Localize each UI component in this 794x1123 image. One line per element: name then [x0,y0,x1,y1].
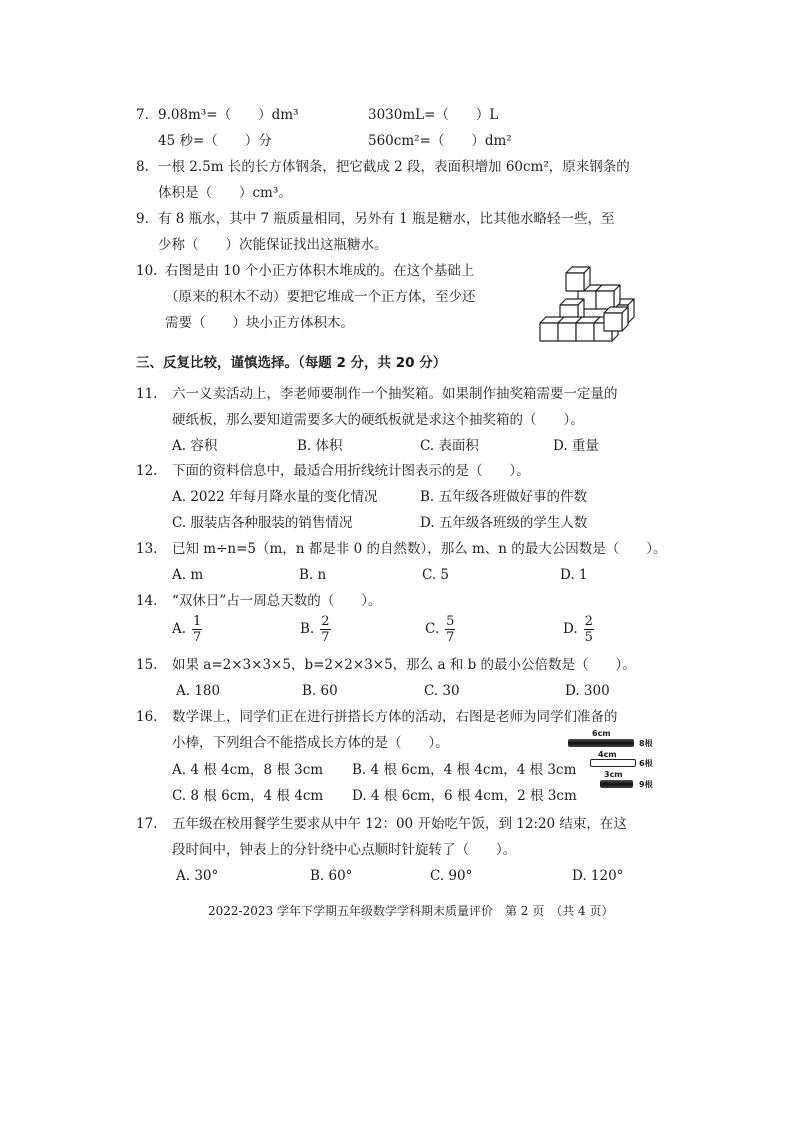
q9-line1: 有 8 瓶水，其中 7 瓶质量相同，另外有 1 瓶是糖水，比其他水略轻一些，至 [158,211,615,227]
q15-line1: 如果 a=2×3×3×5，b=2×2×3×5，那么 a 和 b 的最小公倍数是（ ）。 [172,657,636,673]
q7-item-a: 9.08m³=（ ）dm³ [158,107,299,123]
q17-line2: 段时间中，钟表上的分针绕中心点顺时针旋转了（ ）。 [172,842,517,858]
q13-option-b: B. n [299,567,327,583]
denominator: 5 [584,630,593,645]
q17-option-c: C. 90° [430,868,473,884]
numerator: 1 [193,614,202,629]
q16-option-a: A. 4 根 4cm，8 根 3cm [172,762,324,778]
q12-option-c: C. 服装店各种服装的销售情况 [172,515,353,531]
q10-number: 10. [136,263,158,279]
q12-option-d: D. 五年级各班级的学生人数 [420,515,588,531]
q13-option-d: D. 1 [560,567,588,583]
q11-option-a: A. 容积 [172,438,218,454]
stick-6cm [568,739,634,747]
q12-number: 12. [136,463,158,479]
q16-option-b: B. 4 根 6cm，4 根 4cm，4 根 3cm [352,762,577,778]
q15-option-c: C. 30 [424,683,460,699]
q13-number: 13. [136,541,158,557]
q10-line3: 需要（ ）块小正方体积木。 [165,315,354,331]
q8-line1: 一根 2.5m 长的长方体钢条，把它截成 2 段，表面积增加 60cm²，原来钢条的 [158,159,630,175]
fraction [584,614,594,645]
stick-6cm-length-label: 6cm [592,729,611,738]
q17-number: 17. [136,816,158,832]
cube [566,267,590,291]
q8-number: 8. [136,159,149,175]
q16-number: 16. [136,709,158,725]
q13-option-c: C. 5 [422,567,450,583]
q17-line1: 五年级在校用餐学生要求从中午 12：00 开始吃午饭，到 12:20 结束，在这 [172,816,627,832]
q9-number: 9. [136,211,149,227]
q7-number: 7. [136,107,149,123]
q14-number: 14. [136,593,158,609]
q14-option-a [172,614,202,645]
q14-option-c [425,614,455,645]
q11-option-c: C. 表面积 [420,438,479,454]
numerator: 2 [321,614,330,629]
q15-number: 15. [136,657,158,673]
q14-option-d [563,614,594,645]
stick-4cm [590,759,636,767]
q17-option-a: A. 30° [176,868,219,884]
option-letter: B. [300,621,315,637]
q12-option-b: B. 五年级各班做好事的件数 [420,489,588,505]
stick-3cm [600,780,633,788]
q15-option-d: D. 300 [565,683,610,699]
q10-line2: （原来的积木不动）要把它堆成一个正方体，至少还 [165,289,476,305]
q16-option-c: C. 8 根 6cm，4 根 4cm [172,788,324,804]
q16-option-d: D. 4 根 6cm，6 根 4cm，2 根 3cm [352,788,577,804]
q14-option-b [300,614,331,645]
q8-line2: 体积是（ ）cm³。 [158,185,292,201]
q16-line1: 数学课上，同学们正在进行拼搭长方体的活动，右图是老师为同学们准备的 [172,709,618,725]
denominator: 7 [321,630,330,645]
q10-line1: 右图是由 10 个小正方体积木堆成的。在这个基础上 [165,263,475,279]
option-letter: D. [563,621,578,637]
option-letter: C. [425,621,440,637]
option-letter: A. [172,621,187,637]
q13-line1: 已知 m÷n=5（m，n 都是非 0 的自然数），那么 m、n 的最大公因数是（ ）。 [172,541,667,557]
fraction [192,614,202,645]
q11-option-d: D. 重量 [553,438,599,454]
q15-option-b: B. 60 [302,683,338,699]
cube [604,307,628,331]
q17-option-b: B. 60° [310,868,353,884]
q11-line2: 硬纸板，那么要知道需要多大的硬纸板就是求这个抽奖箱的（ ）。 [172,412,584,428]
q11-line1: 六一义卖活动上，李老师要制作一个抽奖箱。如果制作抽奖箱需要一定量的 [172,386,618,402]
q16-line2: 小棒，下列组合不能搭成长方体的是（ ）。 [172,735,449,751]
q14-line1: “双休日”占一周总天数的（ ）。 [172,593,382,609]
q11-number: 11. [136,386,158,402]
stick-4cm-count: 6根 [639,759,653,768]
stick-3cm-length-label: 3cm [604,770,623,779]
q11-option-b: B. 体积 [297,438,343,454]
denominator: 7 [193,630,202,645]
denominator: 7 [446,630,455,645]
cube-stack-figure [536,262,646,344]
q7-item-c: 45 秒=（ ）分 [158,133,272,149]
stick-6cm-count: 8根 [639,739,653,748]
fraction [320,614,330,645]
numerator: 5 [446,614,455,629]
fraction [445,614,455,645]
q12-option-a: A. 2022 年每月降水量的变化情况 [172,489,378,505]
q17-option-d: D. 120° [572,868,624,884]
stick-4cm-length-label: 4cm [598,750,617,759]
q7-item-d: 560cm²=（ ）dm² [368,133,512,149]
q9-line2: 少称（ ）次能保证找出这瓶糖水。 [158,237,388,253]
q12-line1: 下面的资料信息中，最适合用折线统计图表示的是（ ）。 [172,463,530,479]
section-3-heading: 三、反复比较，谨慎选择。（每题 2 分，共 20 分） [136,355,447,371]
cube [596,285,620,309]
stick-3cm-count: 9根 [639,780,653,789]
q7-item-b: 3030mL=（ ）L [368,107,499,123]
page-footer: 2022-2023 学年下学期五年级数学学科期末质量评价 第 2 页 （共 4 页） [208,904,614,918]
q13-option-a: A. m [172,567,204,583]
numerator: 2 [584,614,593,629]
q15-option-a: A. 180 [176,683,221,699]
